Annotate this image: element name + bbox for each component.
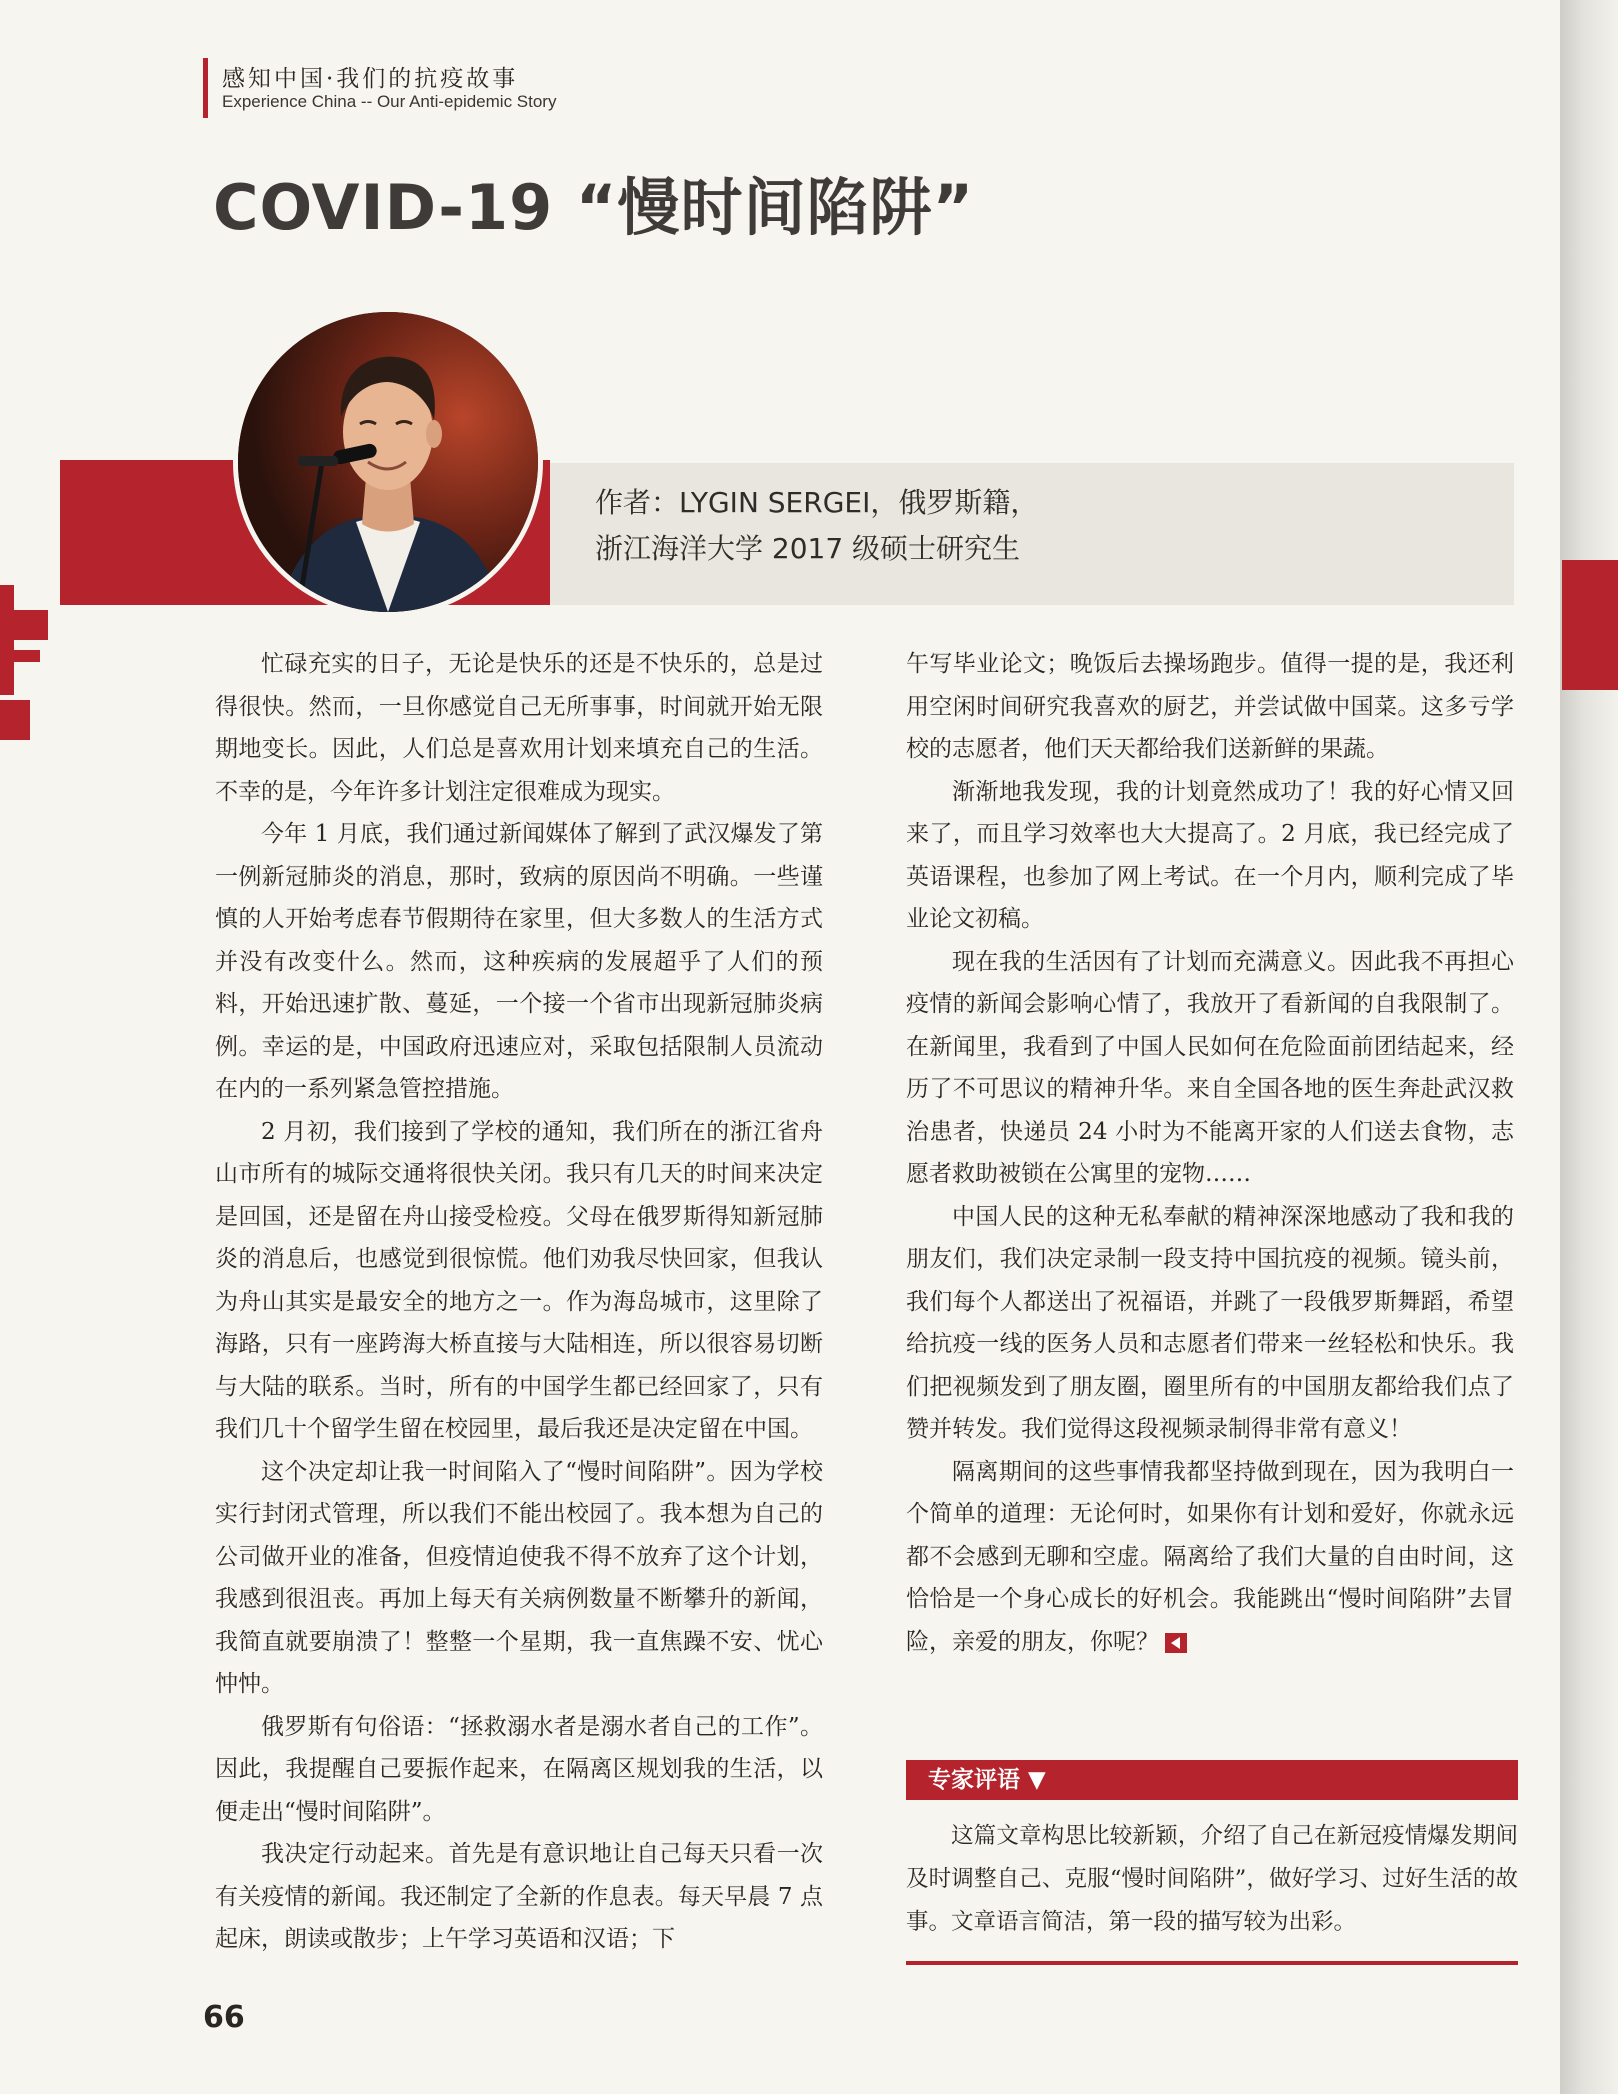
- edge-mark: [0, 610, 48, 640]
- article-column-right: [906, 643, 1514, 1663]
- expert-bottom-rule: [906, 1961, 1518, 1965]
- paragraph: 我决定行动起来。首先是有意识地让自己每天只看一次有关疫情的新闻。我还制定了全新的作息表。每天早晨 7 点起床，朗读或散步；上午学习英语和汉语；下: [215, 1841, 823, 1952]
- article-column-left: [215, 643, 823, 1961]
- paragraph-last: [906, 1451, 1514, 1664]
- end-of-article-icon: [1165, 1633, 1187, 1653]
- paragraph-text: 隔离期间的这些事情我都坚持做到现在，因为我明白一个简单的道理：无论何时，如果你有计划和爱好，你就永远都不会感到无聊和空虚。隔离给了我们大量的自由时间，这恰恰是一个身心成长的好机会。我能跳出“慢时间陷阱”去冒险，亲爱的朋友，你呢？: [906, 1458, 1514, 1655]
- paragraph: 2 月初，我们接到了学校的通知，我们所在的浙江省舟山市所有的城际交通将很快关闭。我只有几天的时间来决定是回国，还是留在舟山接受检疫。父母在俄罗斯得知新冠肺炎的消息后，也感觉到很惊慌。他们劝我尽快回家，但我认为舟山其实是最安全的地方之一。作为海岛城市，这里除了海路，只有一座跨海大桥直接与大陆相连，所以很容易切断与大陆的联系。当时，所有的中国学生都已经回家了，只有我们几十个留学生留在校园里，最后我还是决定留在中国。: [215, 1118, 823, 1442]
- edge-mark: [0, 585, 14, 695]
- paragraph-continued: 午写毕业论文；晚饭后去操场跑步。值得一提的是，我还利用空闲时间研究我喜欢的厨艺，并尝试做中国菜。这多亏学校的志愿者，他们天天都给我们送新鲜的果蔬。: [906, 651, 1514, 762]
- expert-comment-text: 这篇文章构思比较新颖，介绍了自己在新冠疫情爆发期间及时调整自己、克服“慢时间陷阱”，做好学习、过好生活的故事。文章语言简洁，第一段的描写较为出彩。: [906, 1823, 1518, 1935]
- paragraph: 渐渐地我发现，我的计划竟然成功了！我的好心情又回来了，而且学习效率也大大提高了。2 月底，我已经完成了英语课程，也参加了网上考试。在一个月内，顺利完成了毕业论文初稿。: [906, 778, 1514, 932]
- expert-comment: [906, 1815, 1518, 1944]
- portrait-illustration: [238, 312, 538, 612]
- paragraph: 忙碌充实的日子，无论是快乐的还是不快乐的，总是过得很快。然而，一旦你感觉自己无所事事，时间就开始无限期地变长。因此，人们总是喜欢用计划来填充自己的生活。不幸的是，今年许多计划注定很难成为现实。: [215, 651, 823, 805]
- section-title-en: Experience China -- Our Anti-epidemic Story: [222, 92, 557, 111]
- expert-comment-heading: 专家评语 ▼: [906, 1760, 1518, 1800]
- paragraph: 中国人民的这种无私奉献的精神深深地感动了我和我的朋友们，我们决定录制一段支持中国抗疫的视频。镜头前，我们每个人都送出了祝福语，并跳了一段俄罗斯舞蹈，希望给抗疫一线的医务人员和志愿者们带来一丝轻松和快乐。我们把视频发到了朋友圈，圈里所有的中国朋友都给我们点了赞并转发。我们觉得这段视频录制得非常有意义！: [906, 1203, 1514, 1442]
- author-name-line: 作者：LYGIN SERGEI，俄罗斯籍，: [595, 486, 1039, 519]
- article-title: COVID-19 “慢时间陷阱”: [213, 171, 975, 244]
- edge-mark: [0, 650, 40, 662]
- paragraph: 这个决定却让我一时间陷入了“慢时间陷阱”。因为学校实行封闭式管理，所以我们不能出校园了。我本想为自己的公司做开业的准备，但疫情迫使我不得不放弃了这个计划，我感到很沮丧。再加上每天有关病例数量不断攀升的新闻，我简直就要崩溃了！整整一个星期，我一直焦躁不安、忧心忡忡。: [215, 1458, 823, 1697]
- edge-mark: [0, 700, 30, 740]
- header-accent-bar: [203, 58, 208, 118]
- paragraph: 俄罗斯有句俗语：“拯救溺水者是溺水者自己的工作”。因此，我提醒自己要振作起来，在隔离区规划我的生活，以便走出“慢时间陷阱”。: [215, 1713, 823, 1825]
- page-number: 66: [203, 2000, 245, 2035]
- edge-mark: [1562, 560, 1618, 690]
- author-school-line: 浙江海洋大学 2017 级硕士研究生: [595, 532, 1021, 565]
- paragraph: 今年 1 月底，我们通过新闻媒体了解到了武汉爆发了第一例新冠肺炎的消息，那时，致病的原因尚不明确。一些谨慎的人开始考虑春节假期待在家里，但大多数人的生活方式并没有改变什么。然而，这种疾病的发展超乎了人们的预料，开始迅速扩散、蔓延，一个接一个省市出现新冠肺炎病例。幸运的是，中国政府迅速应对，采取包括限制人员流动在内的一系列紧急管控措施。: [215, 821, 823, 1102]
- author-info: [595, 480, 1038, 572]
- author-portrait: [233, 307, 543, 617]
- section-title-cn: 感知中国·我们的抗疫故事: [222, 66, 519, 92]
- paragraph: 现在我的生活因有了计划而充满意义。因此我不再担心疫情的新闻会影响心情了，我放开了看新闻的自我限制了。在新闻里，我看到了中国人民如何在危险面前团结起来，经历了不可思议的精神升华。来自全国各地的医生奔赴武汉救治患者，快递员 24 小时为不能离开家的人们送去食物，志愿者救助被锁在公寓里的宠物……: [906, 948, 1514, 1187]
- page-binding-edge: [1560, 0, 1618, 2094]
